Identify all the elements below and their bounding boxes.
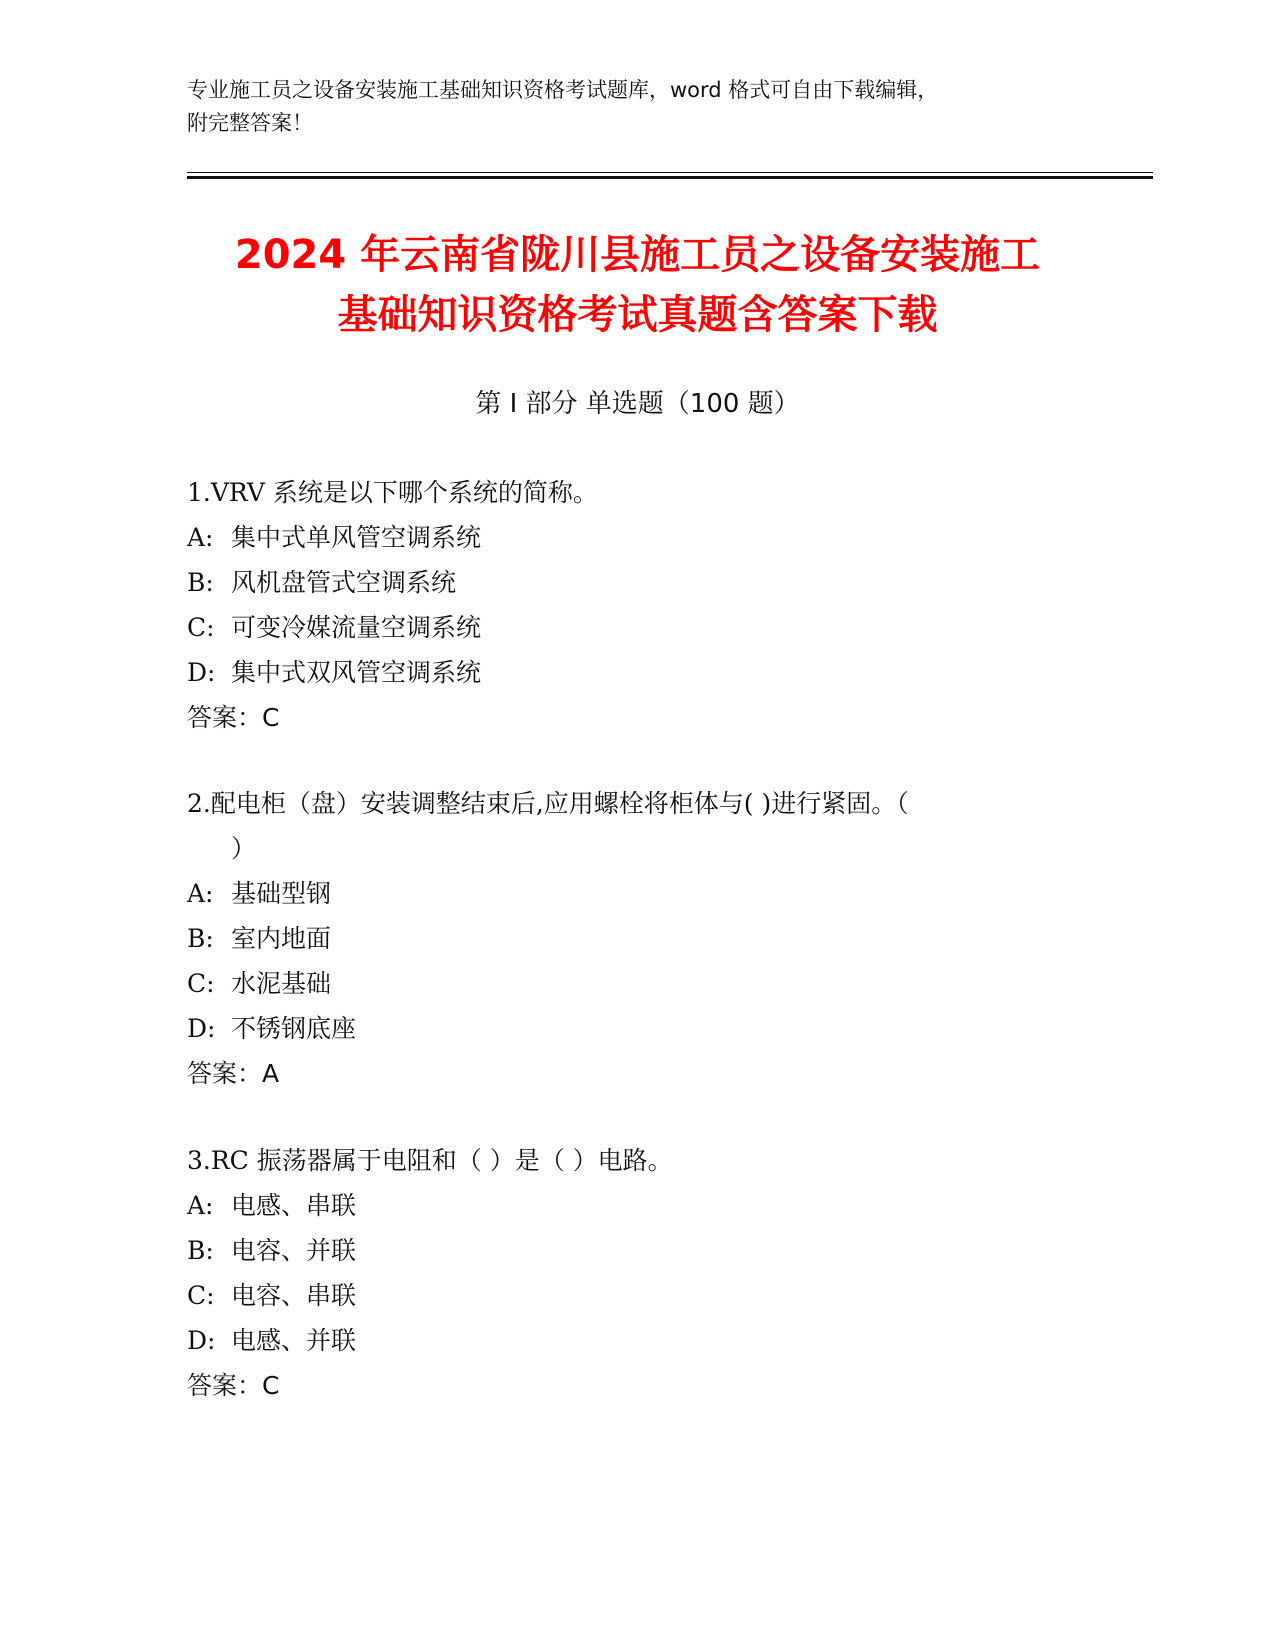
document-title-line1: 2024 年云南省陇川县施工员之设备安装施工: [234, 232, 1041, 278]
option-text: 电感、并联: [231, 1326, 357, 1355]
answer-line: 答案：C: [187, 1371, 280, 1400]
option-text: 电感、串联: [231, 1191, 357, 1220]
option-text: 不锈钢底座: [231, 1014, 357, 1043]
option-text: 基础型钢: [231, 879, 332, 908]
option-letter: A:: [187, 1191, 214, 1220]
option-a: [187, 1183, 1087, 1228]
option-letter: C:: [187, 613, 215, 642]
option-c: [187, 605, 1087, 650]
option-letter: D:: [187, 1326, 216, 1355]
question-stem-continuation: ）: [231, 834, 257, 863]
option-a: [187, 871, 1087, 916]
option-d: [187, 650, 1087, 695]
header-divider-thin: [187, 172, 1153, 173]
question-stem: 2.配电柜（盘）安装调整结束后,应用螺栓将柜体与( )进行紧固。（: [187, 789, 909, 818]
option-text: 电容、并联: [231, 1236, 357, 1265]
document-title: [0, 225, 1275, 345]
option-d: [187, 1006, 1087, 1051]
option-letter: B:: [187, 568, 214, 597]
option-letter: B:: [187, 924, 214, 953]
option-d: [187, 1318, 1087, 1363]
header-divider-thick: [187, 176, 1153, 179]
option-text: 电容、串联: [231, 1281, 357, 1310]
option-text: 室内地面: [231, 924, 332, 953]
option-text: 可变冷媒流量空调系统: [231, 613, 482, 642]
option-b: [187, 1228, 1087, 1273]
option-letter: D:: [187, 1014, 216, 1043]
option-letter: C:: [187, 1281, 215, 1310]
option-text: 集中式双风管空调系统: [231, 658, 482, 687]
option-letter: C:: [187, 969, 215, 998]
option-c: [187, 1273, 1087, 1318]
option-letter: D:: [187, 658, 216, 687]
header-note-line2: 附完整答案！: [187, 111, 313, 135]
document-title-line2: 基础知识资格考试真题含答案下载: [337, 292, 938, 338]
option-b: [187, 560, 1087, 605]
option-letter: B:: [187, 1236, 214, 1265]
option-c: [187, 961, 1087, 1006]
question-1: [187, 470, 1087, 740]
question-3: [187, 1138, 1087, 1408]
answer-line: 答案：C: [187, 703, 280, 732]
option-text: 风机盘管式空调系统: [231, 568, 457, 597]
option-letter: A:: [187, 879, 214, 908]
header-note: [187, 74, 1087, 140]
question-stem: 1.VRV 系统是以下哪个系统的简称。: [187, 478, 598, 507]
option-text: 水泥基础: [231, 969, 332, 998]
header-note-line1: 专业施工员之设备安装施工基础知识资格考试题库，word 格式可自由下载编辑，: [187, 78, 939, 102]
question-stem: 3.RC 振荡器属于电阻和（ ）是（ ）电路。: [187, 1146, 673, 1175]
option-text: 集中式单风管空调系统: [231, 523, 482, 552]
option-letter: A:: [187, 523, 214, 552]
option-a: [187, 515, 1087, 560]
answer-line: 答案：A: [187, 1059, 280, 1088]
question-2: [187, 781, 1087, 1096]
option-b: [187, 916, 1087, 961]
section-heading: 第 I 部分 单选题（100 题）: [475, 389, 800, 419]
